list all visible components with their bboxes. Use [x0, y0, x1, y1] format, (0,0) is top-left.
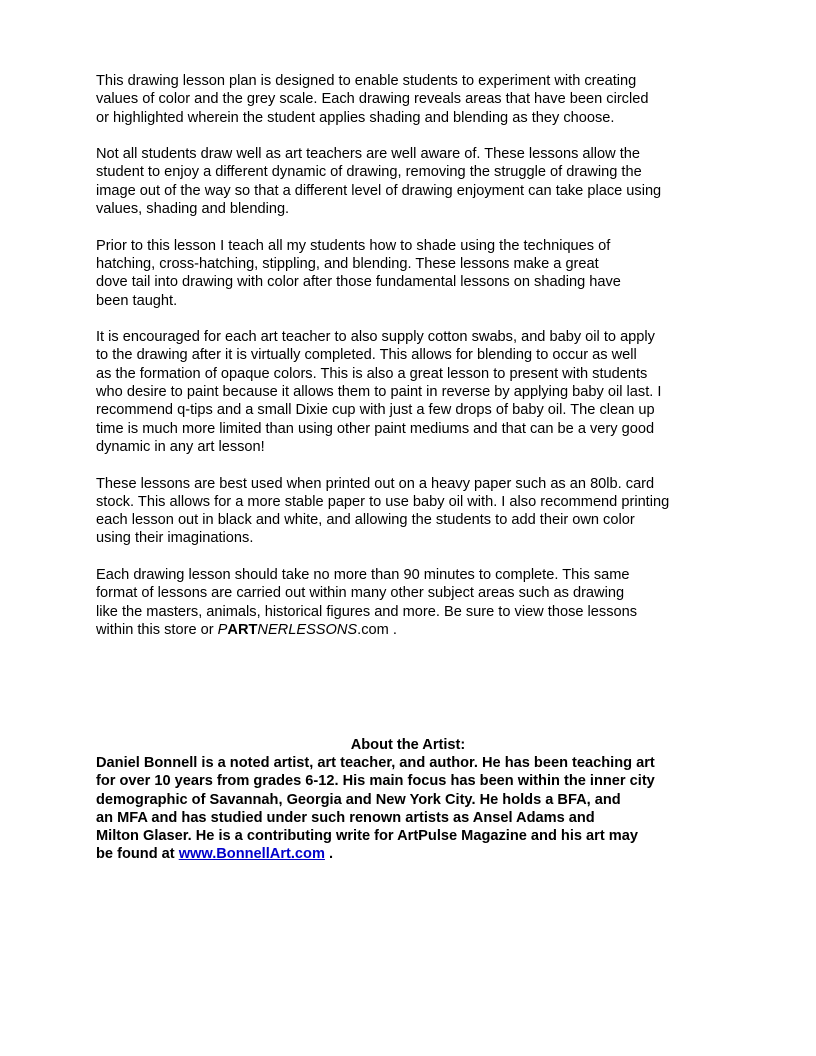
text-line: Prior to this lesson I teach all my students how to shade using the techniques of [96, 237, 611, 254]
about-artist-heading: About the Artist: [350, 737, 466, 753]
bio-line: for over 10 years from grades 6-12. His main focus has been within the inner city [96, 773, 655, 790]
brand-line-end: . [388, 621, 397, 638]
text-line: It is encouraged for each art teacher to also supply cotton swabs, and baby oil to apply [96, 329, 655, 346]
bio-line: an MFA and has studied under such renown artists as Ansel Adams and [96, 809, 595, 826]
text-line: like the masters, animals, historical figures and more. Be sure to view those lessons [96, 603, 638, 620]
text-line: who desire to paint because it allows them to paint in reverse by applying baby oil last. I [96, 384, 662, 401]
brand-name [218, 622, 358, 638]
text-line: each lesson out in black and white, and allowing the students to add their own color [96, 512, 635, 529]
about-artist-bio [96, 754, 736, 864]
brand-part-p: P [217, 621, 228, 638]
text-line: dove tail into drawing with color after those fundamental lessons on shading have [96, 274, 621, 291]
text-line: image out of the way so that a different level of drawing enjoyment can take place using [96, 182, 662, 199]
brand-prefix-text: within this store or [96, 621, 218, 638]
bio-line-end: . [324, 846, 334, 863]
paragraph-students [96, 145, 736, 218]
paragraph-supplies [96, 328, 736, 456]
brand-part-art: ART [227, 621, 258, 638]
paragraph-prior-lessons [96, 237, 736, 310]
text-line: format of lessons are carried out within many other subject areas such as drawing [96, 585, 625, 602]
text-line: time is much more limited than using other paint mediums and that can be a very good [96, 420, 655, 437]
bio-line: Daniel Bonnell is a noted artist, art teacher, and author. He has been teaching art [96, 755, 655, 771]
brand-part-nerlessons: NERLESSONS [257, 621, 358, 638]
lesson-description [96, 72, 736, 658]
text-line: These lessons are best used when printed out on a heavy paper such as an 80lb. card [96, 475, 655, 492]
text-line: This drawing lesson plan is designed to enable students to experiment with creating [96, 73, 637, 89]
bio-link-prefix: be found at [96, 846, 179, 863]
paragraph-printing [96, 475, 736, 548]
text-line: been taught. [96, 292, 178, 309]
text-line: values, shading and blending. [96, 201, 290, 218]
text-line: recommend q-tips and a small Dixie cup with just a few drops of baby oil. The clean up [96, 402, 655, 419]
bio-line: Milton Glaser. He is a contributing write for ArtPulse Magazine and his art may [96, 828, 638, 845]
brand-suffix: .com [357, 621, 389, 638]
artist-website-link[interactable]: www.BonnellArt.com [178, 846, 325, 863]
paragraph-intro [96, 72, 736, 127]
text-line: or highlighted wherein the student applies shading and blending as they choose. [96, 109, 615, 126]
text-line: to the drawing after it is virtually completed. This allows for blending to occur as well [96, 347, 637, 364]
text-line: stock. This allows for a more stable paper to use baby oil with. I also recommend printing [96, 493, 670, 510]
text-line-brand [96, 621, 736, 639]
text-line: student to enjoy a different dynamic of drawing, removing the struggle of drawing the [96, 164, 642, 181]
text-line: values of color and the grey scale. Each drawing reveals areas that have been circled [96, 91, 649, 108]
text-line: using their imaginations. [96, 530, 254, 547]
text-line: as the formation of opaque colors. This is also a great lesson to present with students [96, 365, 648, 382]
text-line: Each drawing lesson should take no more than 90 minutes to complete. This same [96, 567, 630, 584]
text-line: Not all students draw well as art teachers are well aware of. These lessons allow the [96, 146, 641, 163]
text-line: hatching, cross-hatching, stippling, and blending. These lessons make a great [96, 255, 599, 272]
bio-line: demographic of Savannah, Georgia and New York City. He holds a BFA, and [96, 791, 621, 808]
paragraph-duration [96, 566, 736, 639]
bio-line-link [96, 845, 736, 863]
text-line: dynamic in any art lesson! [96, 438, 265, 455]
